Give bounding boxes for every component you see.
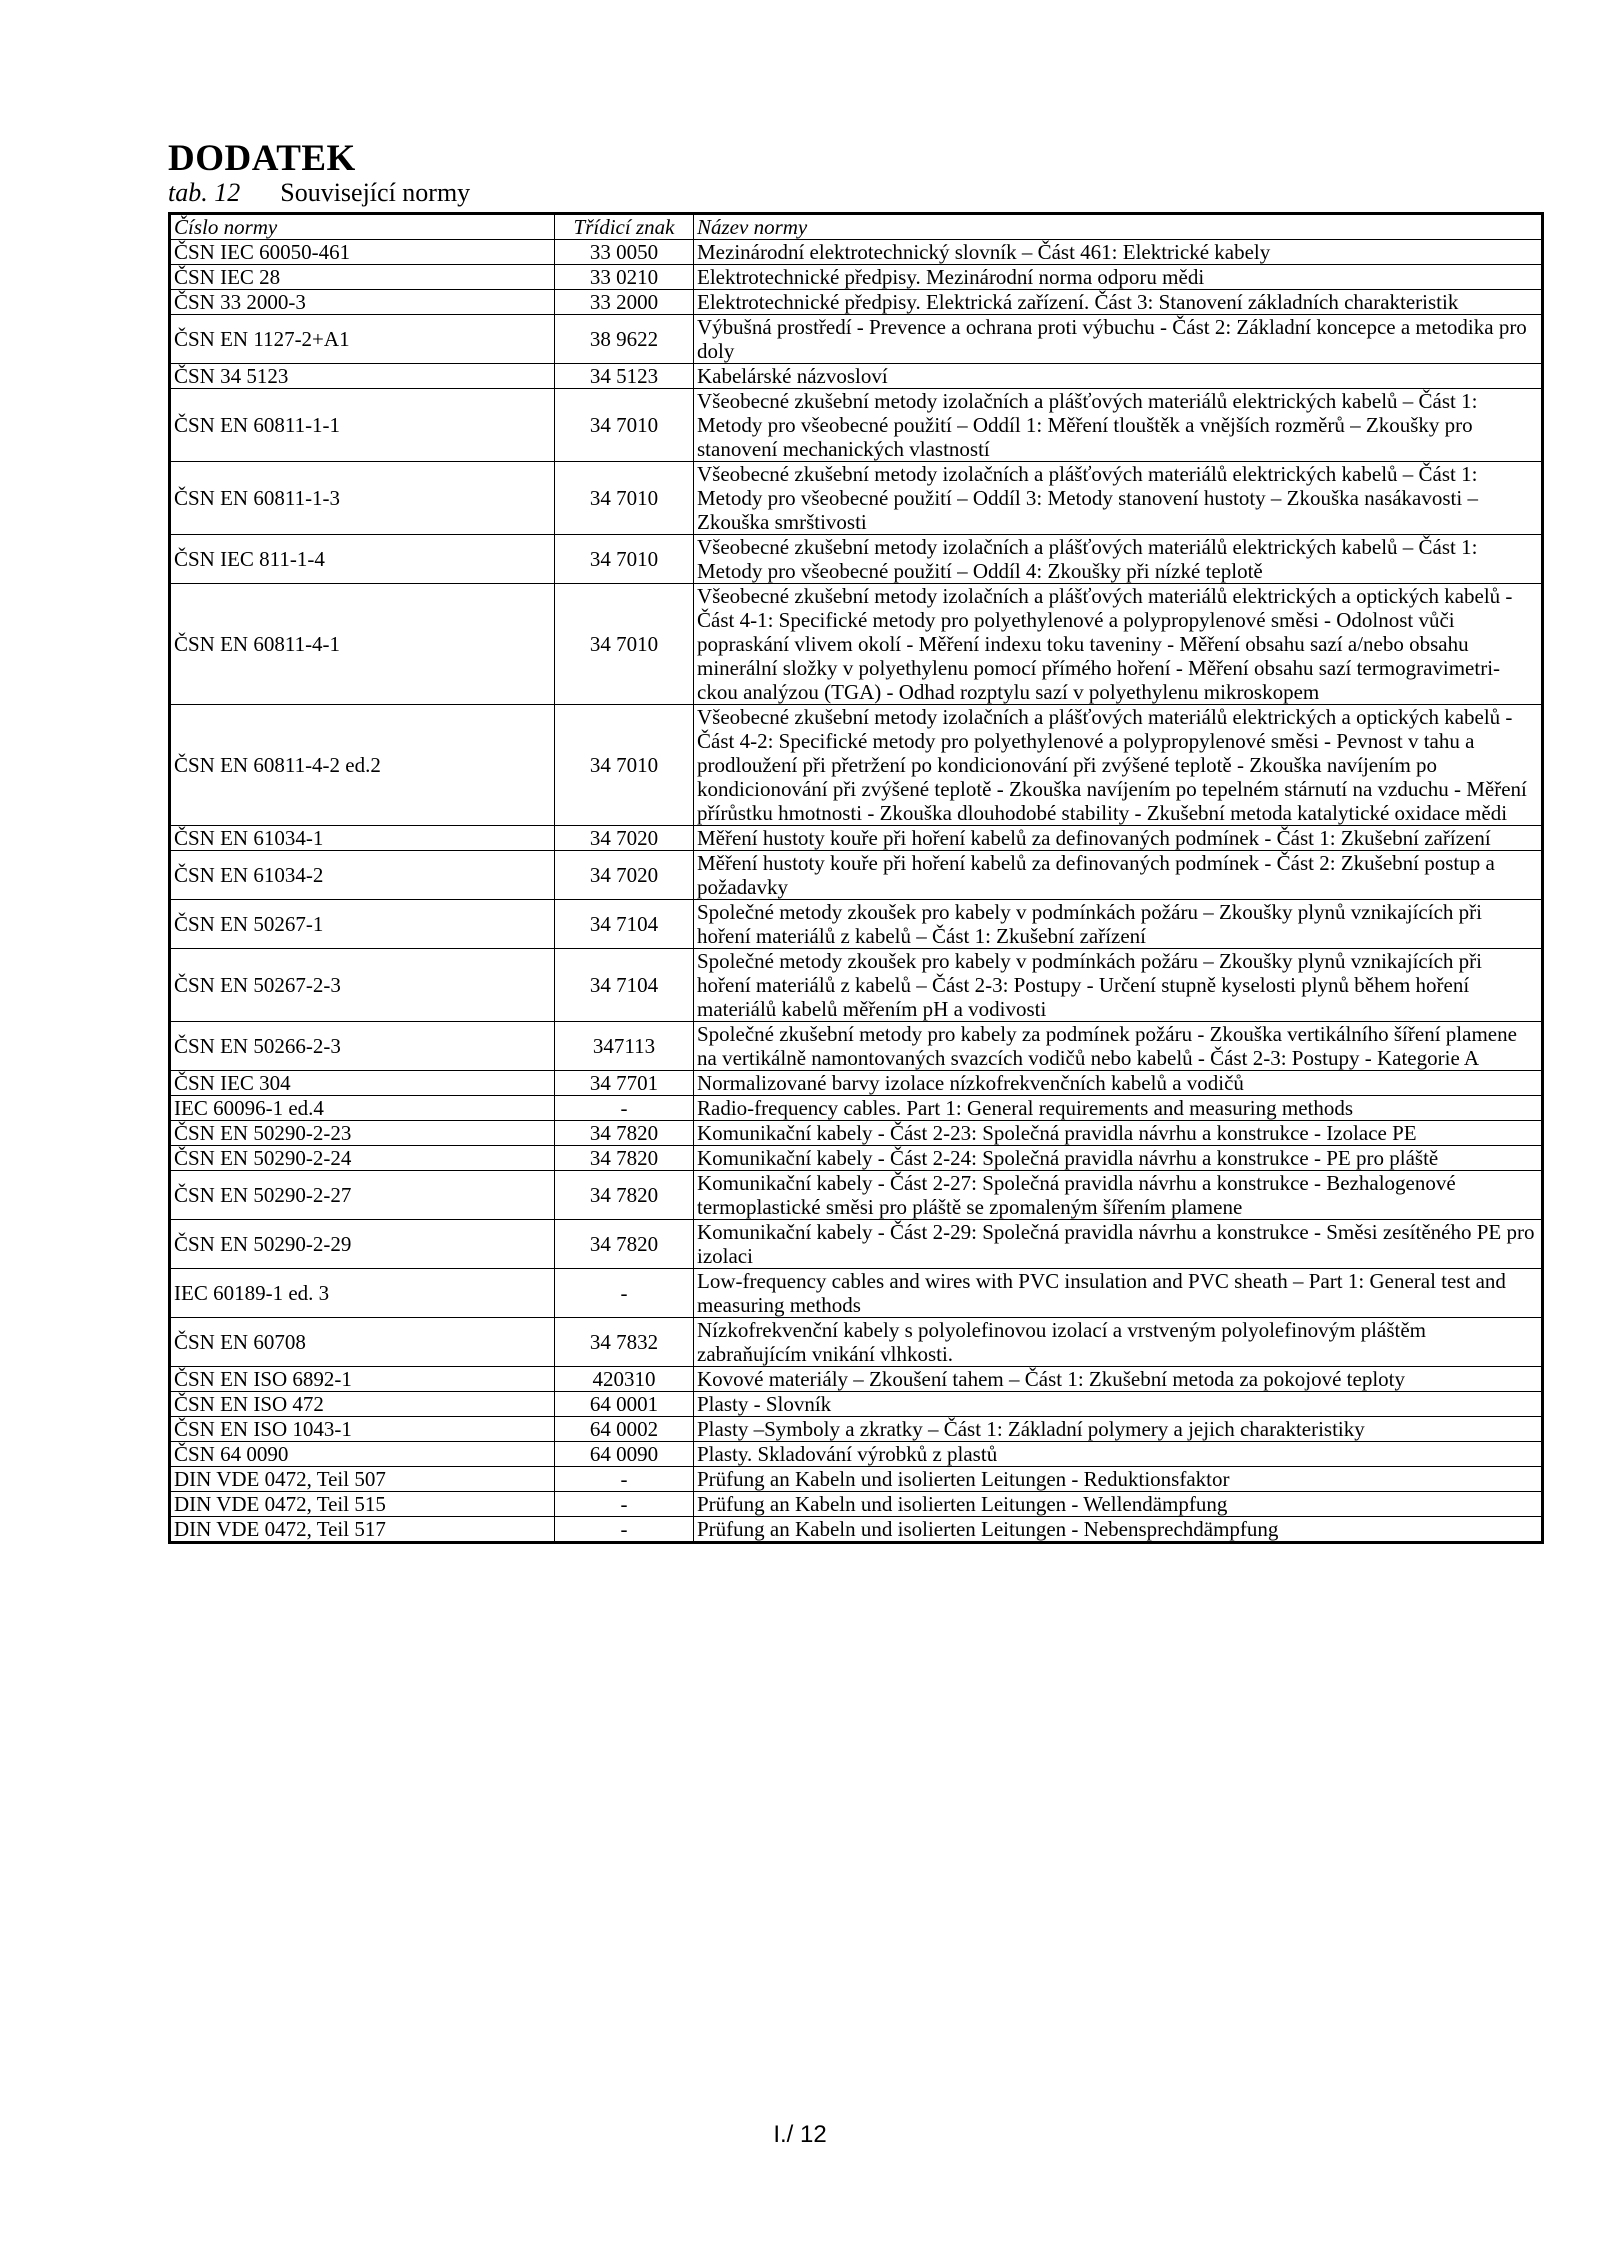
cell-standard-name: Výbušná prostředí - Prevence a ochrana proti výbuchu - Část 2: Základní koncepce a metodika pro doly — [694, 315, 1543, 364]
cell-standard-number: ČSN EN 60811-4-1 — [170, 584, 555, 705]
cell-standard-name: Všeobecné zkušební metody izolačních a plášťových materiálů elektrických kabelů – Část 1: Metody pro všeobecné použití – Oddíl 4: Zkoušky při nízké teplotě — [694, 535, 1543, 584]
table-row — [170, 949, 1543, 1022]
table-row — [170, 240, 1543, 265]
cell-standard-number: ČSN EN ISO 6892-1 — [170, 1367, 555, 1392]
table-caption-label: tab. 12 — [168, 178, 241, 207]
cell-classification-code: 34 7701 — [555, 1071, 694, 1096]
cell-standard-name: Plasty –Symboly a zkratky – Část 1: Základní polymery a jejich charakteristiky — [694, 1417, 1543, 1442]
cell-classification-code: 33 0050 — [555, 240, 694, 265]
cell-standard-number: ČSN IEC 811-1-4 — [170, 535, 555, 584]
cell-standard-number: ČSN IEC 60050-461 — [170, 240, 555, 265]
cell-standard-name: Společné metody zkoušek pro kabely v podmínkách požáru – Zkoušky plynů vznikajících při hoření materiálů z kabelů – Část 1: Zkušební zařízení — [694, 900, 1543, 949]
cell-standard-name: Plasty. Skladování výrobků z plastů — [694, 1442, 1543, 1467]
table-row — [170, 389, 1543, 462]
table-header-row — [170, 214, 1543, 240]
column-header-number: Číslo normy — [170, 214, 555, 240]
table-row — [170, 1121, 1543, 1146]
cell-standard-number: ČSN EN 50267-1 — [170, 900, 555, 949]
cell-classification-code: 64 0002 — [555, 1417, 694, 1442]
cell-standard-name: Měření hustoty kouře při hoření kabelů za definovaných podmínek - Část 2: Zkušební postup a požadavky — [694, 851, 1543, 900]
cell-standard-number: IEC 60096-1 ed.4 — [170, 1096, 555, 1121]
cell-classification-code: 34 7820 — [555, 1146, 694, 1171]
cell-standard-number: DIN VDE 0472, Teil 517 — [170, 1517, 555, 1543]
table-row — [170, 1442, 1543, 1467]
table-row — [170, 1392, 1543, 1417]
table-row — [170, 1517, 1543, 1543]
page-number: I./ 12 — [773, 2121, 827, 2148]
cell-classification-code: 34 5123 — [555, 364, 694, 389]
table-row — [170, 851, 1543, 900]
cell-standard-number: ČSN EN 1127-2+A1 — [170, 315, 555, 364]
table-row — [170, 1467, 1543, 1492]
cell-classification-code: - — [555, 1517, 694, 1543]
column-header-code: Třídicí znak — [555, 214, 694, 240]
cell-classification-code: 34 7010 — [555, 535, 694, 584]
cell-standard-number: ČSN IEC 304 — [170, 1071, 555, 1096]
table-row — [170, 1318, 1543, 1367]
cell-standard-number: ČSN IEC 28 — [170, 265, 555, 290]
cell-classification-code: 34 7010 — [555, 389, 694, 462]
table-row — [170, 1220, 1543, 1269]
cell-standard-name: Všeobecné zkušební metody izolačních a plášťových materiálů elektrických kabelů – Část 1: Metody pro všeobecné použití – Oddíl 1: Měření tlouštěk a vnějších rozměrů – Zkoušky pro stanovení mechanických vlastností — [694, 389, 1543, 462]
cell-standard-name: Prüfung an Kabeln und isolierten Leitungen - Nebensprechdämpfung — [694, 1517, 1543, 1543]
cell-standard-number: ČSN EN 61034-1 — [170, 826, 555, 851]
cell-standard-number: ČSN 33 2000-3 — [170, 290, 555, 315]
table-row — [170, 1269, 1543, 1318]
table-row — [170, 535, 1543, 584]
cell-standard-number: ČSN EN 50266-2-3 — [170, 1022, 555, 1071]
page-heading: DODATEK — [168, 138, 356, 179]
table-row — [170, 290, 1543, 315]
table-row — [170, 900, 1543, 949]
table-caption-title: Související normy — [280, 178, 471, 207]
table-row — [170, 1096, 1543, 1121]
cell-standard-name: Mezinárodní elektrotechnický slovník – Část 461: Elektrické kabely — [694, 240, 1543, 265]
cell-standard-name: Všeobecné zkušební metody izolačních a plášťových materiálů elektrických kabelů – Část 1: Metody pro všeobecné použití – Oddíl 3: Metody stanovení hustoty – Zkouška nasákavosti – Zkouška smrštivosti — [694, 462, 1543, 535]
cell-standard-name: Kovové materiály – Zkoušení tahem – Část 1: Zkušební metoda za pokojové teploty — [694, 1367, 1543, 1392]
cell-classification-code: 34 7010 — [555, 705, 694, 826]
table-row — [170, 462, 1543, 535]
cell-standard-name: Kabelárské názvosloví — [694, 364, 1543, 389]
cell-standard-number: ČSN EN 61034-2 — [170, 851, 555, 900]
cell-classification-code: 34 7010 — [555, 462, 694, 535]
cell-standard-name: Elektrotechnické předpisy. Elektrická zařízení. Část 3: Stanovení základních charakteristik — [694, 290, 1543, 315]
cell-standard-name: Komunikační kabely - Část 2-29: Společná pravidla návrhu a konstrukce - Směsi zesítěného PE pro izolaci — [694, 1220, 1543, 1269]
standards-table — [168, 212, 1544, 1544]
cell-standard-name: Všeobecné zkušební metody izolačních a plášťových materiálů elektrických a optických kabelů - Část 4-2: Specifické metody pro polyethylenové a polypropylenové směsi - Pevnost v tahu a prodloužení při přetržení po kondicionování při zvýšené teplotě - Zkouška navíjením po kondicionování při zvýšené teplotě - Zkouška navíjením po tepelném stárnutí na vzduchu - Měření přírůstku hmotnosti - Zkouška dlouhodobé stability - Zkušební metoda katalytické oxidace mědi — [694, 705, 1543, 826]
cell-standard-name: Prüfung an Kabeln und isolierten Leitungen - Reduktionsfaktor — [694, 1467, 1543, 1492]
cell-classification-code: - — [555, 1096, 694, 1121]
cell-standard-number: DIN VDE 0472, Teil 507 — [170, 1467, 555, 1492]
cell-standard-name: Radio-frequency cables. Part 1: General requirements and measuring methods — [694, 1096, 1543, 1121]
cell-standard-name: Komunikační kabely - Část 2-24: Společná pravidla návrhu a konstrukce - PE pro pláště — [694, 1146, 1543, 1171]
table-row — [170, 1367, 1543, 1392]
table-row — [170, 584, 1543, 705]
cell-classification-code: - — [555, 1492, 694, 1517]
cell-standard-name: Všeobecné zkušební metody izolačních a plášťových materiálů elektrických a optických kabelů - Část 4-1: Specifické metody pro polyethylenové a polypropylenové směsi - Odolnost vůči popraskání vlivem okolí - Měření indexu toku taveniny - Měření obsahu sazí a/nebo obsahu minerální složky v polyethylenu pomocí přímého hoření - Měření obsahu sazí termogravimetri-ckou analýzou (TGA) - Odhad rozptylu sazí v polyethylenu mikroskopem — [694, 584, 1543, 705]
table-row — [170, 826, 1543, 851]
cell-standard-name: Low-frequency cables and wires with PVC insulation and PVC sheath – Part 1: General test and measuring methods — [694, 1269, 1543, 1318]
cell-standard-number: ČSN EN 50267-2-3 — [170, 949, 555, 1022]
cell-classification-code: 34 7020 — [555, 851, 694, 900]
cell-standard-name: Normalizované barvy izolace nízkofrekvenčních kabelů a vodičů — [694, 1071, 1543, 1096]
cell-standard-number: ČSN EN 60811-1-3 — [170, 462, 555, 535]
cell-classification-code: 34 7104 — [555, 949, 694, 1022]
cell-standard-number: ČSN EN 60811-4-2 ed.2 — [170, 705, 555, 826]
table-row — [170, 315, 1543, 364]
cell-standard-number: ČSN EN 60708 — [170, 1318, 555, 1367]
cell-classification-code: 34 7820 — [555, 1121, 694, 1146]
table-row — [170, 364, 1543, 389]
cell-classification-code: 64 0090 — [555, 1442, 694, 1467]
cell-standard-number: DIN VDE 0472, Teil 515 — [170, 1492, 555, 1517]
cell-standard-number: ČSN EN 50290-2-29 — [170, 1220, 555, 1269]
table-row — [170, 1492, 1543, 1517]
column-header-name: Název normy — [694, 214, 1543, 240]
table-row — [170, 265, 1543, 290]
cell-classification-code: 420310 — [555, 1367, 694, 1392]
table-row — [170, 1171, 1543, 1220]
table-body — [170, 240, 1543, 1543]
cell-classification-code: - — [555, 1269, 694, 1318]
cell-standard-name: Prüfung an Kabeln und isolierten Leitungen - Wellendämpfung — [694, 1492, 1543, 1517]
table-row — [170, 1071, 1543, 1096]
document-page — [168, 140, 1541, 1544]
cell-standard-number: ČSN EN 60811-1-1 — [170, 389, 555, 462]
cell-standard-name: Komunikační kabely - Část 2-23: Společná pravidla návrhu a konstrukce - Izolace PE — [694, 1121, 1543, 1146]
cell-classification-code: 38 9622 — [555, 315, 694, 364]
cell-standard-name: Společné metody zkoušek pro kabely v podmínkách požáru – Zkoušky plynů vznikajících při hoření materiálů z kabelů – Část 2-3: Postupy - Určení stupně kyselosti plynů během hoření materiálů kabelů měřením pH a vodivosti — [694, 949, 1543, 1022]
cell-classification-code: - — [555, 1467, 694, 1492]
cell-standard-name: Nízkofrekvenční kabely s polyolefinovou izolací a vrstveným polyolefinovým pláštěm zabraňujícím vnikání vlhkosti. — [694, 1318, 1543, 1367]
cell-standard-number: ČSN EN 50290-2-23 — [170, 1121, 555, 1146]
cell-classification-code: 34 7832 — [555, 1318, 694, 1367]
cell-standard-number: ČSN EN ISO 1043-1 — [170, 1417, 555, 1442]
cell-classification-code: 34 7104 — [555, 900, 694, 949]
cell-standard-number: ČSN 34 5123 — [170, 364, 555, 389]
cell-classification-code: 34 7820 — [555, 1220, 694, 1269]
cell-classification-code: 347113 — [555, 1022, 694, 1071]
cell-classification-code: 64 0001 — [555, 1392, 694, 1417]
table-row — [170, 1417, 1543, 1442]
cell-classification-code: 34 7820 — [555, 1171, 694, 1220]
cell-standard-name: Komunikační kabely - Část 2-27: Společná pravidla návrhu a konstrukce - Bezhalogenové termoplastické směsi pro pláště se zpomaleným šířením plamene — [694, 1171, 1543, 1220]
cell-classification-code: 34 7020 — [555, 826, 694, 851]
cell-standard-name: Plasty - Slovník — [694, 1392, 1543, 1417]
cell-classification-code: 34 7010 — [555, 584, 694, 705]
cell-standard-name: Měření hustoty kouře při hoření kabelů za definovaných podmínek - Část 1: Zkušební zařízení — [694, 826, 1543, 851]
cell-standard-name: Elektrotechnické předpisy. Mezinárodní norma odporu mědi — [694, 265, 1543, 290]
cell-standard-number: ČSN EN 50290-2-27 — [170, 1171, 555, 1220]
cell-classification-code: 33 0210 — [555, 265, 694, 290]
table-row — [170, 1022, 1543, 1071]
cell-standard-name: Společné zkušební metody pro kabely za podmínek požáru - Zkouška vertikálního šíření plamene na vertikálně namontovaných svazcích vodičů nebo kabelů - Část 2-3: Postupy - Kategorie A — [694, 1022, 1543, 1071]
cell-standard-number: IEC 60189-1 ed. 3 — [170, 1269, 555, 1318]
cell-standard-number: ČSN 64 0090 — [170, 1442, 555, 1467]
table-row — [170, 705, 1543, 826]
cell-standard-number: ČSN EN 50290-2-24 — [170, 1146, 555, 1171]
cell-classification-code: 33 2000 — [555, 290, 694, 315]
table-caption — [168, 178, 1541, 208]
table-row — [170, 1146, 1543, 1171]
cell-standard-number: ČSN EN ISO 472 — [170, 1392, 555, 1417]
